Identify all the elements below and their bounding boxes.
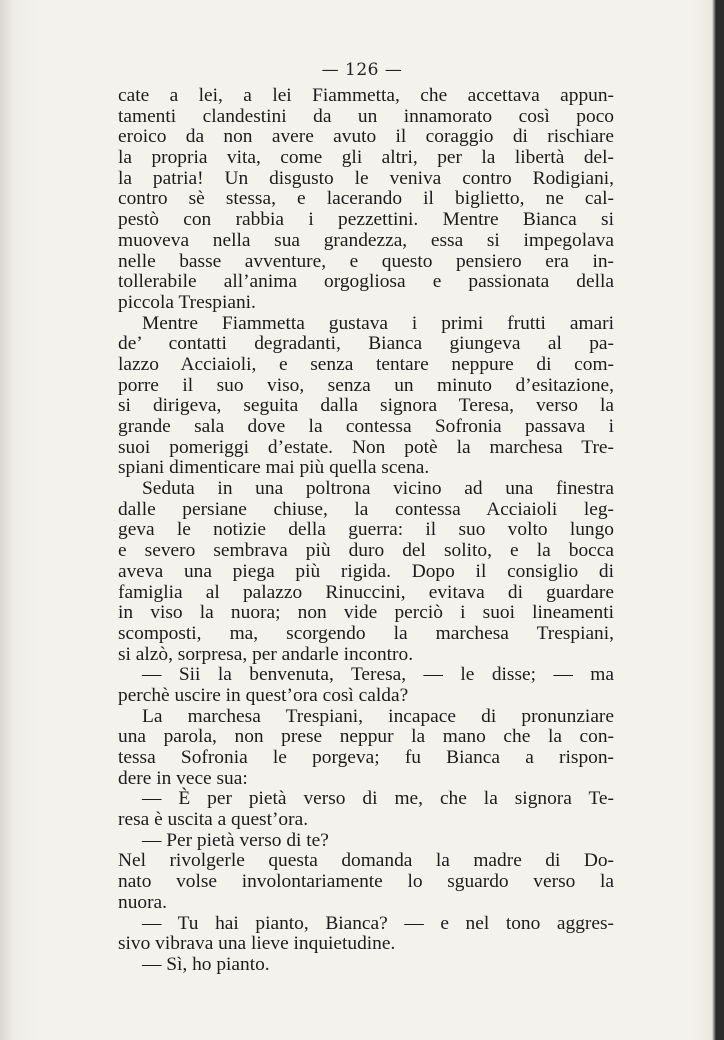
text-line: contro sè stessa, e lacerando il biglietto, ne cal- bbox=[118, 188, 614, 210]
text-line: pestò con rabbia i pezzettini. Mentre Bianca si bbox=[118, 209, 614, 231]
text-line: e severo sembrava più duro del solito, e la bocca bbox=[118, 540, 614, 562]
body-text bbox=[118, 86, 614, 976]
text-line: — Sì, ho pianto. bbox=[142, 953, 270, 975]
text-line: dalle persiane chiuse, la contessa Acciaioli leg- bbox=[118, 498, 614, 520]
text-line: nuora. bbox=[118, 891, 167, 913]
text-line: la patria! Un disgusto le veniva contro Rodigiani, bbox=[118, 167, 614, 189]
text-line: Mentre Fiammetta gustava i primi frutti amari bbox=[142, 312, 614, 334]
text-line: — Sii la benvenuta, Teresa, — le disse; — ma bbox=[142, 664, 614, 686]
text-line: — Tu hai pianto, Bianca? — e nel tono aggres- bbox=[142, 912, 614, 934]
text-line: scomposti, ma, scorgendo la marchesa Trespiani, bbox=[118, 622, 614, 644]
text-line: si dirigeva, seguita dalla signora Teresa, verso la bbox=[118, 395, 614, 417]
text-line: in viso la nuora; non vide perciò i suoi lineamenti bbox=[118, 602, 614, 624]
text-line: la propria vita, come gli altri, per la libertà del- bbox=[118, 147, 614, 169]
text-line: La marchesa Trespiani, incapace di pronunziare bbox=[142, 705, 614, 727]
text-line: de’ contatti degradanti, Bianca giungeva al pa- bbox=[118, 333, 614, 355]
text-line: nelle basse avventure, e questo pensiero era in- bbox=[118, 250, 614, 272]
text-line: Nel rivolgerle questa domanda la madre di Do- bbox=[118, 850, 614, 872]
text-line: — È per pietà verso di me, che la signora Te- bbox=[142, 788, 614, 810]
text-line: aveva una piega più rigida. Dopo il consiglio di bbox=[118, 560, 614, 582]
text-line: una parola, non prese neppur la mano che la con- bbox=[118, 726, 614, 748]
page-number: — 126 — bbox=[321, 60, 403, 80]
text-line: piccola Trespiani. bbox=[118, 291, 256, 313]
text-line: porre il suo viso, senza un minuto d’esitazione, bbox=[118, 374, 614, 396]
text-line: sivo vibrava una lieve inquietudine. bbox=[118, 933, 396, 955]
text-line: — Per pietà verso di te? bbox=[142, 829, 329, 851]
text-line: famiglia al palazzo Rinuccini, evitava di guardare bbox=[118, 581, 614, 603]
text-line: tollerabile all’anima orgogliosa e passionata della bbox=[118, 271, 614, 293]
text-line: tessa Sofronia le porgeva; fu Bianca a rispon- bbox=[118, 747, 614, 768]
text-line: lazzo Acciaioli, e senza tentare neppure di com- bbox=[118, 353, 614, 375]
text-line: spiani dimenticare mai più quella scena. bbox=[118, 457, 430, 479]
text-line: cate a lei, a lei Fiammetta, che accettava appun- bbox=[118, 85, 614, 106]
text-line: Seduta in una poltrona vicino ad una finestra bbox=[142, 478, 614, 500]
text-line: dere in vece sua: bbox=[118, 767, 248, 789]
text-line: muoveva nella sua grandezza, essa si impegolava bbox=[118, 229, 614, 251]
text-line: resa è uscita a quest’ora. bbox=[118, 809, 309, 831]
text-line: si alzò, sorpresa, per andarle incontro. bbox=[118, 643, 414, 665]
text-line: perchè uscire in quest’ora così calda? bbox=[118, 684, 409, 706]
text-line: nato volse involontariamente lo sguardo verso la bbox=[118, 871, 614, 893]
text-line: grande sala dove la contessa Sofronia passava i bbox=[118, 416, 614, 437]
text-line: tamenti clandestini da un innamorato così poco bbox=[118, 105, 614, 127]
text-line: geva le notizie della guerra: il suo volto lungo bbox=[118, 519, 614, 541]
text-line: eroico da non avere avuto il coraggio di rischiare bbox=[118, 126, 614, 148]
text-line: suoi pomeriggi d’estate. Non potè la marchesa Tre- bbox=[118, 436, 614, 458]
